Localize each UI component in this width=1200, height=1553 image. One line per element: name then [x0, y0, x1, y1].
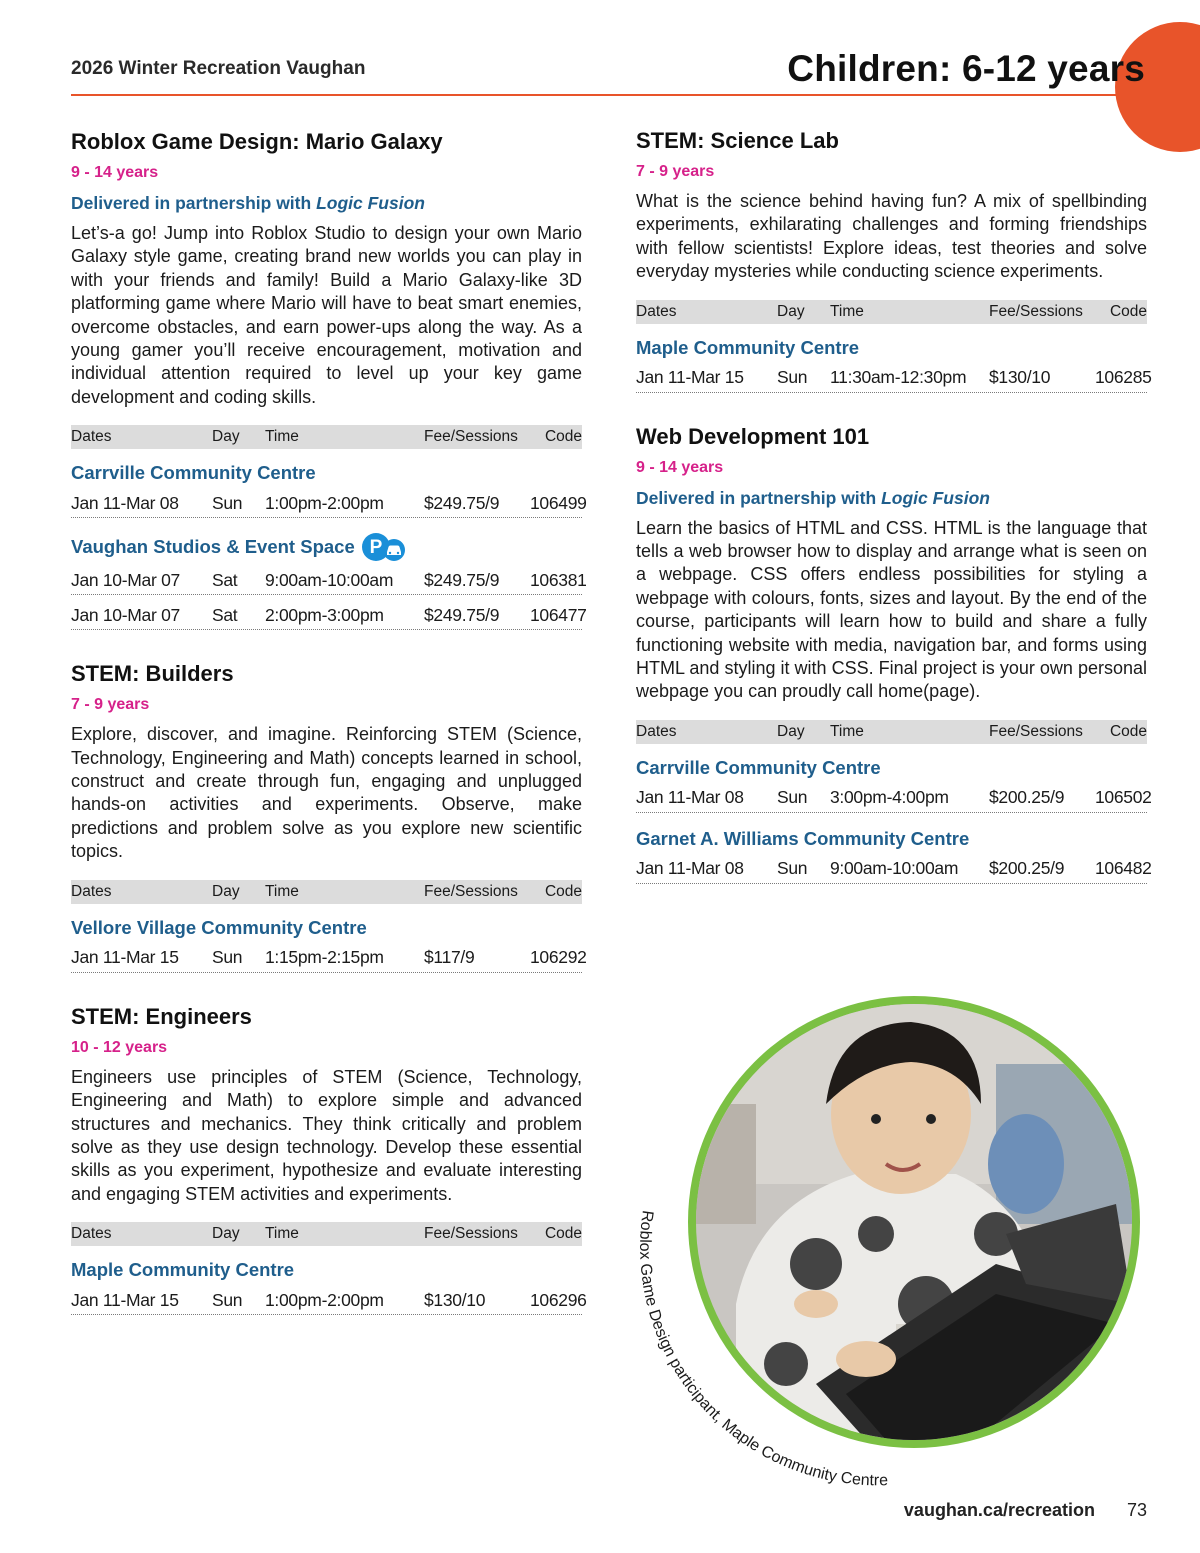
row-fee: $249.75/9: [424, 604, 500, 625]
page-title: Children: 6-12 years: [787, 48, 1145, 89]
program-description: Let’s-a go! Jump into Roblox Studio to design your own Mario Galaxy style game, creating brand new worlds you can play in with your friends and family! Build a Mario Galaxy-like 3D platforming game where Mario will have to beat smart enemies, overcome obstacles, and earn power-ups along the way. As a young gamer you’ll receive encouragement, motivation and individual attention required to level up your key game development and coding skills.: [71, 223, 582, 407]
row-dates: Jan 11-Mar 15: [71, 947, 179, 968]
col-time: Time: [830, 302, 864, 320]
col-code: Code: [544, 428, 582, 446]
row-fee: $249.75/9: [424, 569, 500, 590]
row-code: 106296: [530, 1289, 587, 1310]
location-name: Maple Community Centre: [636, 336, 860, 358]
row-fee: $200.25/9: [989, 787, 1065, 808]
col-code: Code: [544, 1225, 582, 1243]
row-code: 106285: [1095, 367, 1152, 388]
program-age: 7 - 9 years: [71, 696, 150, 714]
location-name: Maple Community Centre: [71, 1259, 295, 1281]
row-day: Sat: [212, 569, 238, 590]
row-time: 9:00am-10:00am: [265, 569, 394, 590]
program-age: 9 - 14 years: [71, 164, 159, 181]
program-title: STEM: Builders: [71, 661, 234, 687]
row-time: 1:00pm-2:00pm: [265, 1289, 384, 1310]
col-day: Day: [212, 1225, 240, 1243]
row-day: Sun: [777, 858, 808, 879]
row-dates: Jan 11-Mar 15: [71, 1289, 179, 1310]
program-description: Explore, discover, and imagine. Reinforcing STEM (Science, Technology, Engineering and Math) concepts learned in school, construct and create through fun, engaging and unplugged hands-on activities and experiments. Observe, make predictions and problem solve as you explore new scientific topics.: [71, 724, 582, 862]
col-time: Time: [265, 428, 299, 446]
row-time: 1:00pm-2:00pm: [265, 492, 384, 513]
row-code: 106292: [530, 947, 587, 968]
col-code: Code: [1109, 722, 1147, 740]
col-time: Time: [830, 722, 864, 740]
row-fee: $117/9: [424, 947, 475, 968]
page-number: 73: [1126, 1500, 1147, 1520]
row-day: Sat: [212, 604, 238, 625]
row-dates: Jan 10-Mar 07: [71, 569, 180, 590]
partner-prefix: Delivered in partnership with: [636, 487, 877, 508]
program-description: Engineers use principles of STEM (Science, Technology, Engineering and Math) to explore simple and advanced structures and mechanics. They think critically and problem solve as they use design technology. Develop these essential skills as you experiment, hypothesize and evaluate interesting and engaging STEM activities and experiments.: [71, 1066, 582, 1204]
row-time: 9:00am-10:00am: [830, 858, 959, 879]
row-code: 106499: [530, 492, 587, 513]
col-fee: Fee/Sessions: [424, 1225, 518, 1243]
program-description: Learn the basics of HTML and CSS. HTML is the language that tells a web browser how to display and arrange what is seen on a webpage. CSS offers endless possibilities for styling a webpage with colours, fonts, sizes and layout. By the end of the course, participants will learn how to build and share a fully functioning website with media, navigation bar, and forms using HTML and styling it with CSS. Final project is your own personal webpage you can proudly call home(page).: [636, 517, 1147, 702]
location-name: Vaughan Studios & Event Space: [71, 536, 355, 558]
row-dates: Jan 11-Mar 15: [636, 367, 744, 388]
row-day: Sun: [777, 787, 808, 808]
row-dates: Jan 10-Mar 07: [71, 604, 180, 625]
row-code: 106502: [1095, 787, 1152, 808]
program-description: What is the science behind having fun? A mix of spellbinding experiments, exhilarating challenges and forming friendships with fellow scientists! Explore ideas, test theories and solve everyday mysteries while conducting science experiments.: [636, 191, 1147, 282]
program-title: STEM: Science Lab: [636, 128, 839, 153]
row-dates: Jan 11-Mar 08: [71, 492, 179, 513]
col-fee: Fee/Sessions: [424, 882, 518, 900]
row-dates: Jan 11-Mar 08: [636, 858, 744, 879]
row-code: 106381: [530, 569, 587, 590]
program-age: 10 - 12 years: [71, 1038, 168, 1056]
row-day: Sun: [777, 367, 808, 388]
col-fee: Fee/Sessions: [424, 428, 518, 446]
col-code: Code: [1109, 302, 1147, 320]
program-title: Web Development 101: [636, 423, 870, 449]
col-day: Day: [777, 722, 805, 740]
partner-prefix: Delivered in partnership with: [71, 193, 312, 213]
col-time: Time: [265, 882, 299, 900]
col-dates: Dates: [636, 302, 677, 320]
partner-name: Logic Fusion: [316, 193, 425, 213]
row-fee: $200.25/9: [989, 858, 1065, 879]
svg-text:Roblox Game Design participant: [636, 1209, 888, 1489]
row-day: Sun: [212, 1289, 243, 1310]
row-day: Sun: [212, 492, 243, 513]
program-age: 9 - 14 years: [636, 458, 724, 476]
row-code: 106482: [1095, 858, 1152, 879]
program-age: 7 - 9 years: [636, 163, 715, 180]
col-code: Code: [544, 882, 582, 900]
program-title: Roblox Game Design: Mario Galaxy: [71, 129, 443, 154]
row-time: 3:00pm-4:00pm: [830, 787, 949, 808]
col-day: Day: [212, 882, 240, 900]
location-name: Carrville Community Centre: [636, 756, 881, 778]
row-day: Sun: [212, 947, 243, 968]
col-dates: Dates: [71, 428, 112, 446]
row-fee: $130/10: [424, 1289, 486, 1310]
col-fee: Fee/Sessions: [989, 722, 1083, 740]
col-dates: Dates: [636, 722, 677, 740]
partner-name: Logic Fusion: [881, 487, 990, 508]
footer-url[interactable]: vaughan.ca/recreation: [903, 1500, 1095, 1520]
row-fee: $249.75/9: [424, 492, 500, 513]
col-day: Day: [777, 302, 805, 320]
svg-text:P: P: [369, 537, 383, 559]
row-code: 106477: [530, 604, 587, 625]
location-name: Vellore Village Community Centre: [71, 916, 367, 938]
photo-caption-text: Roblox Game Design participant, Maple Community Centre: [636, 1209, 889, 1490]
row-fee: $130/10: [989, 367, 1051, 388]
publication-title: 2026 Winter Recreation Vaughan: [71, 58, 366, 79]
row-dates: Jan 11-Mar 08: [636, 787, 744, 808]
row-time: 2:00pm-3:00pm: [265, 604, 384, 625]
location-name: Garnet A. Williams Community Centre: [636, 827, 970, 849]
col-fee: Fee/Sessions: [989, 302, 1083, 320]
row-time: 1:15pm-2:15pm: [265, 947, 384, 968]
col-time: Time: [265, 1225, 299, 1243]
row-time: 11:30am-12:30pm: [830, 367, 967, 388]
col-dates: Dates: [71, 882, 112, 900]
location-name: Carrville Community Centre: [71, 462, 316, 484]
col-dates: Dates: [71, 1225, 112, 1243]
program-title: STEM: Engineers: [71, 1003, 252, 1029]
col-day: Day: [212, 428, 240, 446]
